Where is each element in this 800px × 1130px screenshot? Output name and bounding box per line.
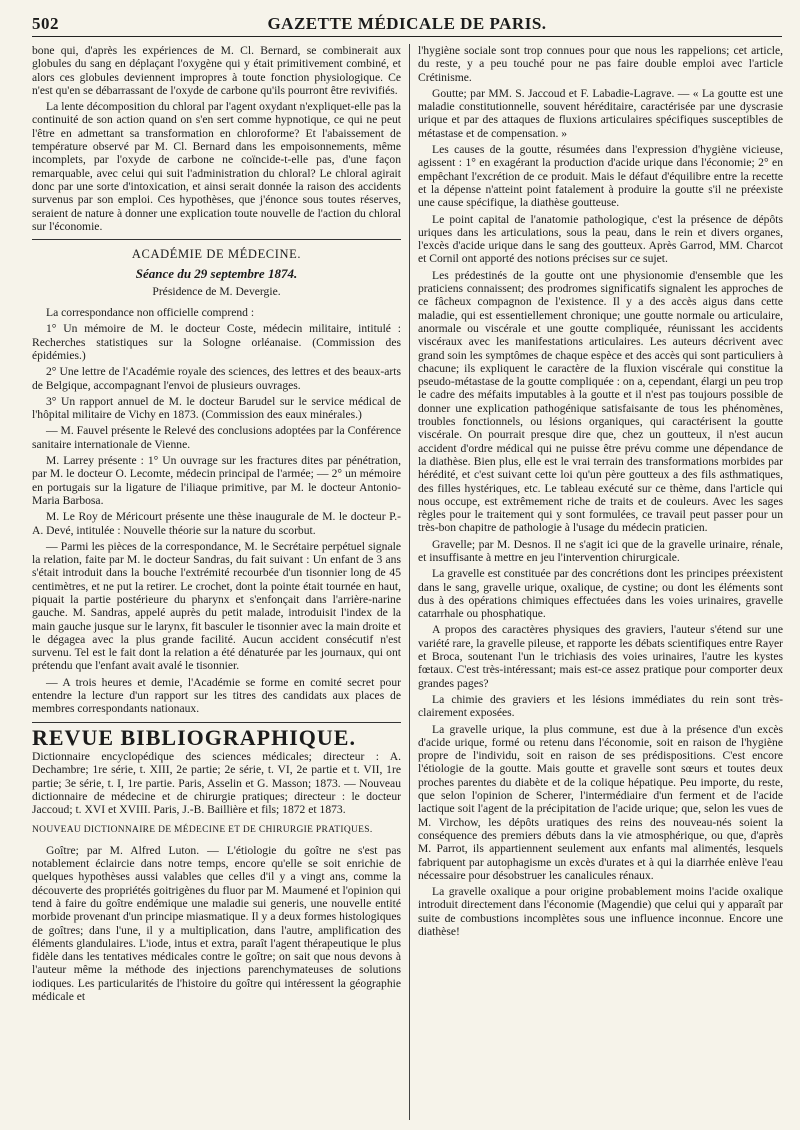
section-divider <box>32 239 401 240</box>
article-paragraph: La gravelle est constituée par des concrétions dont les principes préexistent dans le sang, gravelle urique, oxalique, de cystine; ou dont les éléments sont dus à des opérations chimiques effectuées dans les voies urinaires, gravelle catarrhale ou phosphatique. <box>418 567 783 621</box>
article-paragraph: Gravelle; par M. Desnos. Il ne s'agit ici que de la gravelle urinaire, rénale, et insuffisante à mettre en jeu l'intervention chirurgicale. <box>418 537 783 564</box>
page-number: 502 <box>32 14 59 33</box>
presidence: Présidence de M. Devergie. <box>152 284 281 298</box>
seance-title: Séance du 29 septembre 1874. <box>135 266 298 282</box>
article-paragraph: La gravelle urique, la plus commune, est due à la présence d'un excès d'acide urique, formé ou retenu dans l'économie, soit en raison de l'hygiène propre de l'individu, soit en raison de ses prédispositions. C'est encore l'étiologie de la goutte. Mais goutte et gravelle sont sœurs et toutes deux proches parentes du diabète et de la colique hépatique. Peu importe, du reste, que selon l'opinion de Scherer, l'intermédiaire d'un ferment et de l'acide lactique soit l'agent de la précipitation de l'acide urique; que, selon les vues de M. Virchow, les dépôts uratiques des reins des nouveau-nés soient la conséquence des premiers débuts dans la vie atmosphérique, ou que, d'après M. Parrot, ils appartiennent seulement aux enfants mal alimentés, lesquels fabriquent par autophagisme un excès d'urates et à qui la diarrhée enlève l'eau nécessaire pour désobstruer les canalicules rénaux. <box>418 722 783 882</box>
goitre-paragraph: Goître; par M. Alfred Luton. — L'étiologie du goître ne s'est pas notablement éclaircie dans notre temps, encore qu'elle se soit enrichie de quelques hypothèses aussi valables que celles d'il y a vingt ans, comme la découverte des propriétés goitrigènes du fluor par M. Maumené et l'opinion qui tend à faire du goître endémique une maladie sui generis, une nouvelle entité morbide provenant d'un principe miasmatique. Il y a deux formes histologiques de goîtres; dans l'une, il y a multiplication, dans l'autre, amplification des éléments glandulaires. L'iode, intus et extra, paraît l'agent thérapeutique le plus fidèle dans les tentatives médicales contre le goître; on sait que nous devons à l'auteur même la méthode des injections parenchymateuses de solutions iodiques. Les particularités de l'histoire du goître qui intéressent la géographie médicale et <box>32 843 401 1003</box>
intro-paragraph: bone qui, d'après les expériences de M. Cl. Bernard, se combinerait aux globules du sang en déplaçant l'oxygène qui y était primitivement combiné, et alors ces globules deviennent impropres à toute fonction physiologique. Ce n'est qu'en se débarrassant de l'oxyde de carbone qu'ils pourront être revivifiés. <box>32 44 401 97</box>
article-paragraph: l'hygiène sociale sont trop connues pour que nous les rappelions; cet article, du reste, y a peu touché pour ne pas faire double emploi avec l'article Crétinisme. <box>418 44 783 84</box>
article-paragraph: Le point capital de l'anatomie pathologique, c'est la présence de dépôts uriques dans les articulations, sous la peau, dans le rein et divers organes, l'excès d'acide urique dans le sang des goutteux. Après Garrod, MM. Charcot et Cornil ont apporté des notions précises sur ce sujet. <box>418 212 783 266</box>
article-paragraph: Goutte; par MM. S. Jaccoud et F. Labadie-Lagrave. — « La goutte est une maladie constitutionnelle, souvent héréditaire, caractérisée par une dyscrasie urique et par des attaques de fluxions articulaires spécifiques susceptibles de métastase et de compensation. » <box>418 86 783 140</box>
article-paragraph: Les prédestinés de la goutte ont une physionomie d'ensemble que les praticiens connaissent; des prodromes significatifs signalent les approches de ce fâcheux compagnon de l'existence. Il y a des accès aigus dans cette maladie, qui est essentiellement chronique; une goutte normale ou articulaire, anormale ou viscérale et une goutte compliquée, réunissant les accidents viscéraux avec les manifestations articulaires. Les auteurs décrivent avec grand soin les symptômes de chaque espèce et des accès qui sont particuliers à chacune; ils expliquent le caractère de la fluxion viscérale qui constitue la pseudo-métastase de la goutte compliquée : on a, cependant, élargi un peu trop le cadre des méfaits imputables à la goutte et il n'est pas toujours possible de donner une explication pathogénique satisfaisante de tous les phénomènes, troubles fonctionnels, ou lésions organiques, qui caractérisent la goutte viscérale. On pourrait presque dire que, chez un goutteux, il n'est aucun accident d'ordre médical qui ne puisse être prévu comme une dépendance de la diathèse. Bien plus, elle est le vrai terrain des transformations morbides par hérédité, et c'est suivant cette loi qu'un père goutteux a des fils asthmatiques, des filles hystériques, etc. Le tableau exécuté sur ce thème, dans l'article qui nous occupe, est extrêmement riche de traits et de couleurs. Avec les sages règles pour le traitement qui y sont formulées, ce travail peut passer pour un très-bon chapitre de pathologie à l'usage du médecin praticien. <box>418 268 783 535</box>
dictionnaire-subtitle: NOUVEAU DICTIONNAIRE DE MÉDECINE ET DE CHIRURGIE PRATIQUES. <box>32 825 373 836</box>
article-paragraph: Les causes de la goutte, résumées dans l'expression d'hygiène vicieuse, agissent : 1° en exagérant la production d'acide urique dans l'économie; 2° en empêchant l'excrétion de ce produit. Mais le défaut d'équilibre entre la recette et la dépense n'atteint point fatalement à produire la goutte s'il ne préexiste une cause spécifique, la diathèse goutteuse. <box>418 143 783 210</box>
section-divider <box>32 722 401 723</box>
correspondance-item: M. Larrey présente : 1° Un ouvrage sur les fractures dites par pénétration, par M. le docteur O. Lecomte, médecin principal de l'armée; — 2° un mémoire en portugais sur la ligature de l'iliaque primitive, par M. le docteur Antonio-Maria Barbosa. <box>32 454 401 507</box>
correspondance-item: — A trois heures et demie, l'Académie se forme en comité secret pour entendre la lecture d'un rapport sur les titres des candidats aux places de membres correspondants nationaux. <box>32 675 401 716</box>
page-header <box>32 14 782 37</box>
dictionnaire-entry: Dictionnaire encyclopédique des sciences médicales; directeur : A. Dechambre; 1re série, t. XIII, 2e partie; 2e série, t. VI, 2e partie et t. VII, 1re partie; 3e série, t. I, 1re partie. Paris, Asselin et G. Masson; 1873. — Nouveau dictionnaire de médecine et de chirurgie pratiques; directeur : le docteur Jaccoud; t. XVI et XVIII. Paris, J.-B. Baillière et fils; 1872 et 1873. <box>32 749 401 817</box>
intro-paragraph: La lente décomposition du chloral par l'agent oxydant n'expliquet-elle pas la continuité de son action quand on s'en sert comme hypnotique, ce qui ne peut l'être en admettant sa transformation en chloroforme? Et l'abaissement de température observé par M. Cl. Bernard dans les empoisonnements, même incomplets, par l'oxyde de carbone ne coïncide-t-elle pas, d'une façon remarquable, avec celui qui suit l'administration du chloral? Le chloral agirait donc par une sorte d'intoxication, et ainsi serait donnée la raison des accidents survenus par son emploi. Ces hypothèses, que j'énonce sous toutes réserves, seraient de nature à donner une explication toute nouvelle de l'action du chloral sur l'économie. <box>32 100 401 233</box>
academie-title: ACADÉMIE DE MÉDECINE. <box>131 247 302 262</box>
correspondance-item: 2° Une lettre de l'Académie royale des sciences, des lettres et des beaux-arts de Belgique, accompagnant l'envoi de plusieurs ouvrages. <box>32 365 401 392</box>
column-divider <box>409 44 410 1120</box>
left-column <box>32 44 401 1122</box>
correspondance-item: M. Le Roy de Méricourt présente une thèse inaugurale de M. le docteur P.-A. Devé, intitulée : Nouvelle théorie sur la nature du scorbut. <box>32 510 401 537</box>
correspondance-item: — M. Fauvel présente le Relevé des conclusions adoptées par la Conférence sanitaire internationale de Vienne. <box>32 424 401 451</box>
correspondance-item: — Parmi les pièces de la correspondance, M. le Secrétaire perpétuel signale la relation, faite par M. le docteur Sandras, du fait suivant : Un enfant de 3 ans s'était introduit dans la bouche l'extrémité recourbée d'un tisonnier long de 45 centimètres, et ne put la retirer. Le crochet, dont la pointe était tournée en haut, piquait la partie postérieure du pharynx et s'enfonçait dans l'arrière-narine gauche. M. Sandras, appelé auprès du petit malade, introduisit l'index de la main gauche jusque sur le larynx, fit basculer le tisonnier avec la main droite et le dégagea avec la plus grande facilité. Aucun accident consécutif n'est survenu. Tel est le fait dont la relation a été dénaturée par les journaux, qui ont prétendu que l'enfant avait avalé le tisonnier. <box>32 539 401 673</box>
article-paragraph: La chimie des graviers et les lésions immédiates du rein sont très-clairement exposées. <box>418 692 783 720</box>
correspondance-item: La correspondance non officielle comprend : <box>46 306 255 320</box>
right-column <box>418 44 783 1122</box>
revue-title: REVUE BIBLIOGRAPHIQUE. <box>32 724 356 750</box>
journal-title: GAZETTE MÉDICALE DE PARIS. <box>267 14 547 33</box>
article-paragraph: La gravelle oxalique a pour origine probablement moins l'acide oxalique introduit directement dans l'économie (Magendie) que celui qui y apparaît par suite de combustions incomplètes sous une influence inconnue. Encore une diathèse! <box>418 885 783 938</box>
correspondance-item: 3° Un rapport annuel de M. le docteur Barudel sur le service médical de l'hôpital militaire de Vichy en 1873. (Commission des eaux minérales.) <box>32 394 401 422</box>
article-paragraph: A propos des caractères physiques des graviers, l'auteur s'étend sur une variété rare, la gravelle pileuse, et rapporte les débats scientifiques entre Rayer et Broca, soutenant l'un le trichiasis des voies urinaires, l'autre les kystes fœtaux. C'est très-intéressant; mais est-ce assez pratique pour comporter deux grandes pages? <box>418 623 783 690</box>
correspondance-item: 1° Un mémoire de M. le docteur Coste, médecin militaire, intitulé : Recherches statistiques sur la Sologne orléanaise. (Commission des épidémies.) <box>32 322 401 362</box>
